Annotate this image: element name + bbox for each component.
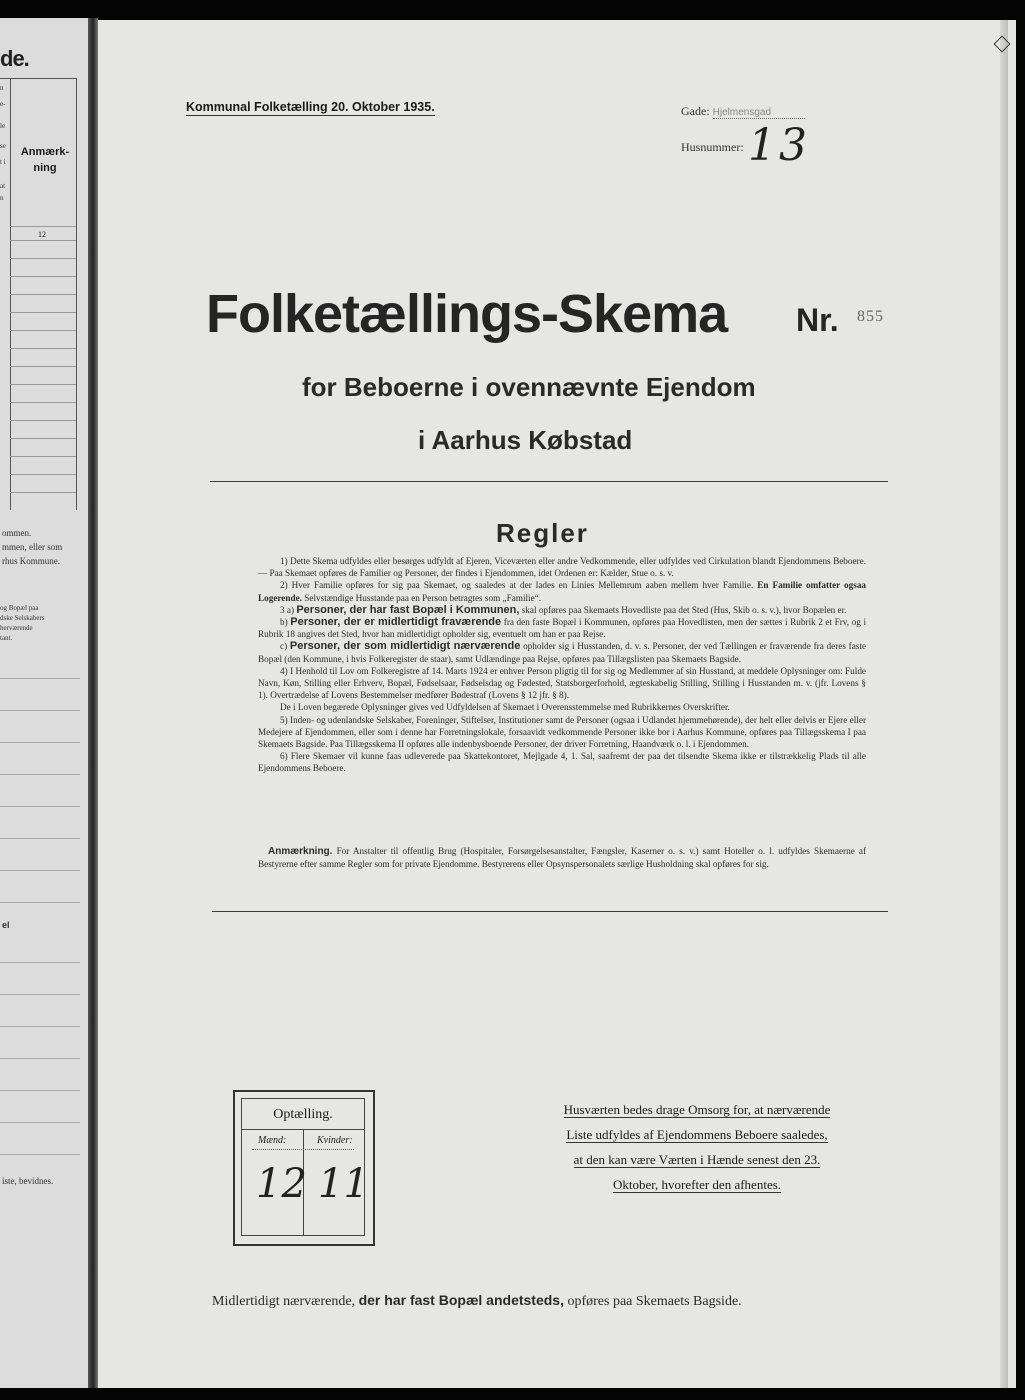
- column-fragment: n: [0, 194, 4, 202]
- table-rule: [10, 294, 76, 295]
- count-box: [233, 1090, 375, 1246]
- note-fragment: iste, bevidnes.: [2, 1176, 54, 1186]
- table-rule: [10, 492, 76, 493]
- rule-marker: 3 a): [280, 604, 295, 615]
- divider-rule: [212, 911, 888, 912]
- notice-line: [530, 1172, 864, 1197]
- rule-3c: [258, 640, 866, 664]
- rule-3b: [258, 616, 866, 640]
- column-fragment: se: [0, 142, 6, 150]
- landlord-notice: [530, 1097, 864, 1197]
- form-line: [0, 806, 80, 807]
- house-number-label: Husnummer:: [681, 140, 744, 154]
- rule-3a: [258, 604, 866, 616]
- column-fragment: le: [0, 122, 6, 130]
- table-rule: [10, 402, 76, 403]
- count-box-dotted-rule: [252, 1149, 354, 1150]
- rule-text: Selvstændige Husstande paa en Person betragtes som „Familie“.: [304, 592, 542, 603]
- rule-text: 5) Inden- og udenlandske Selskaber, Foreninger, Stiftelser, Institutioner samt de Personer (ogsaa i Udlandet hjemmehørende), der helt eller delvis er Ejere eller Medejere af Ejendommen, eller som i denne har Forretningslokale, forsaavidt vedkommende Personer ikke bor i Aarhus Kommune, opføres paa Tillægsskema I paa Skemaets Bagside. Paa Tillægsskema II opføres alle indenbysboende Personer, der driver Forretning, Haandværk o. l. i Ejendommen.: [258, 714, 866, 750]
- form-location: i Aarhus Købstad: [418, 425, 633, 455]
- remark-paragraph: [258, 845, 866, 870]
- form-subtitle: for Beboerne i ovennævnte Ejendom: [302, 372, 756, 402]
- rule-emphasis: En Familie omfatter ogsaa Logerende.: [258, 580, 867, 603]
- note-fragment: herværende: [0, 624, 33, 632]
- page-edge: [1000, 20, 1008, 1388]
- notice-line: [530, 1122, 864, 1147]
- table-rule: [10, 312, 76, 313]
- rule-2: [258, 579, 866, 603]
- rule-5: [258, 714, 866, 751]
- table-rule: [10, 240, 76, 241]
- notice-text: Liste udfyldes af Ejendommens Beboere saaledes,: [566, 1127, 828, 1142]
- table-rule: [10, 258, 76, 259]
- rule-4: [258, 665, 866, 702]
- rule-text: De i Loven begærede Oplysninger gives ved Udfyldelsen af Skemaet i Overensstemmelse med Rubrikkernes Overskrifter.: [280, 702, 730, 713]
- footer-emphasis: der har fast Bopæl andetsteds,: [358, 1292, 564, 1308]
- table-divider: [76, 78, 77, 510]
- remark-label: Anmærkning.: [268, 846, 333, 857]
- form-line: [0, 710, 80, 711]
- table-rule: [10, 384, 76, 385]
- men-label: Mænd:: [258, 1135, 287, 1146]
- rule-emphasis: Personer, der er midlertidigt fraværende: [290, 616, 502, 629]
- rule-text: fra den faste Bopæl i Kommunen, opføres paa Hovedlisten, men der sættes i Rubrik 2 et Frv, og i Rubrik 18 angives det Sted, hvor han midlertidigt opholder sig, eventuelt om han er paa Rejse.: [258, 617, 867, 640]
- column-header-anmaerkning: Anmærk-ning: [20, 146, 70, 174]
- rules-heading: Regler: [496, 518, 589, 548]
- left-page-fragment: [0, 18, 88, 1388]
- women-count: 11: [318, 1161, 369, 1207]
- table-rule: [10, 420, 76, 421]
- note-fragment: dske Selskabers: [0, 614, 45, 622]
- note-fragment: tant.: [0, 634, 13, 642]
- rule-text: 4) I Henhold til Lov om Folkeregistre af 14. Marts 1924 er enhver Person pligtig til for sig og Medlemmer af sin Husstand, at meddele Oplysninger om: Fulde Navn, Køn, Stilling eller Erhverv, Bopæl, Fødselsaar, Fødselsdag og Fødested, Statsborgerforhold, ægteskabelig Stilling, Stilling i Husstanden m. v. (jfr. Lovens § 1). Overtrædelse af Lovens Bestemmelser medfører Bødestraf (Lovens § 12 jfr. § 8).: [258, 665, 866, 701]
- note-fragment: rhus Kommune.: [2, 556, 60, 566]
- form-line: [0, 1058, 80, 1059]
- rule-text: opholder sig i Husstanden, d. v. s. Personer, der ved Tællingen er fraværende fra deres faste Bopæl (den Kommune, i hvis Folkeregister de staar), samt Udlændinge paa Rejse, opføres paa Tillægslisten paa Skemaets Bagside.: [258, 641, 867, 664]
- rule-6: [258, 750, 866, 774]
- note-fragment: og Bopæl paa: [0, 604, 39, 612]
- street-underline: [713, 118, 805, 119]
- form-line: [0, 1154, 80, 1155]
- rules-body: [258, 555, 866, 775]
- remark-text: For Anstalter til offentlig Brug (Hospitaler, Forsørgelsesanstalter, Fængsler, Kaserner o. s. v.) samt Hoteller o. l. udfyldes Skemaerne af Bestyrerne efter samme Regler som for private Ejendomme. Bestyrerens eller Opsynspersonalets særlige Husholdning skal opføres for sig.: [258, 846, 867, 870]
- rule-text: skal opføres paa Skemaets Hovedliste paa det Sted (Hus, Skib o. s. v.), hvor Bopælen er.: [521, 604, 847, 615]
- rule-text: 2) Hver Familie opføres for sig paa Skemaet, og saaledes at der lades en Linies Mellemrum aaben mellem hver Familie.: [280, 580, 754, 591]
- column-fragment: n: [0, 84, 4, 92]
- footer-text: opføres paa Skemaets Bagside.: [567, 1294, 742, 1309]
- rule-marker: c): [280, 641, 288, 652]
- form-line: [0, 678, 80, 679]
- form-line: [0, 962, 80, 963]
- notice-text: Husværten bedes drage Omsorg for, at nærværende: [563, 1102, 831, 1117]
- table-rule: [10, 330, 76, 331]
- rule-text: 1) Dette Skema udfyldes eller besørges udfyldt af Ejeren, Viceværten eller andre Vedkommende, eller udfyldes ved Cirkulation blandt Ejendommens Beboere. — Paa Skemaet opføres de Familier og Personer, der findes i Ejendommen, idet Ordenen er: Kælder, Stue o. s. v.: [258, 556, 866, 579]
- form-line: [0, 1090, 80, 1091]
- column-number: 12: [38, 230, 46, 239]
- note-fragment: ommen.: [2, 528, 32, 538]
- form-line: [0, 742, 80, 743]
- form-title: Folketællings-Skema: [206, 284, 728, 344]
- left-page-label: el: [2, 920, 10, 930]
- count-box-inner: [241, 1098, 369, 1236]
- rule-emphasis: Personer, der som midlertidigt nærværende: [289, 640, 521, 653]
- column-fragment: e-: [0, 100, 6, 108]
- form-line: [0, 1122, 80, 1123]
- footer-text: Midlertidigt nærværende,: [212, 1294, 356, 1309]
- count-box-title: Optælling.: [273, 1107, 333, 1122]
- left-page-title: de.: [0, 46, 29, 71]
- notice-line: [530, 1097, 864, 1122]
- note-fragment: mmen, eller som: [2, 542, 63, 552]
- column-fragment: at: [0, 182, 6, 190]
- notice-text: Oktober, hvorefter den afhentes.: [612, 1177, 782, 1192]
- rule-marker: b): [280, 617, 288, 628]
- rule-1: [258, 555, 866, 579]
- men-count: 12: [256, 1161, 307, 1207]
- form-line: [0, 994, 80, 995]
- table-rule: [10, 366, 76, 367]
- form-number-label: Nr.: [796, 302, 839, 338]
- table-rule: [10, 474, 76, 475]
- notice-line: [530, 1147, 864, 1172]
- footer-note: [212, 1292, 742, 1310]
- form-line: [0, 838, 80, 839]
- column-fragment: t i: [0, 158, 6, 166]
- table-rule: [10, 456, 76, 457]
- rule-emphasis: Personer, der har fast Bopæl i Kommunen,: [296, 603, 520, 616]
- form-number-value: 855: [857, 308, 884, 325]
- book-spine: [88, 18, 98, 1388]
- form-line: [0, 1026, 80, 1027]
- women-label: Kvinder:: [317, 1135, 353, 1146]
- table-rule: [10, 226, 76, 227]
- census-header: Kommunal Folketælling 20. Oktober 1935.: [186, 100, 435, 114]
- table-rule: [10, 276, 76, 277]
- street-field: [681, 104, 771, 119]
- rule-text: 6) Flere Skemaer vil kunne faas udleverede paa Skattekontoret, Mejlgade 4, 1. Sal, saafremt der paa det tilsendte Skema ikke er tilstrækkelig Plads til alle Ejendommens Beboere.: [258, 751, 866, 774]
- rule-4b: [258, 701, 866, 713]
- divider-rule: [210, 481, 888, 482]
- notice-text: at den kan være Værten i Hænde senest den 23.: [573, 1152, 821, 1167]
- form-line: [0, 870, 80, 871]
- form-line: [0, 774, 80, 775]
- street-label: Gade:: [681, 104, 710, 118]
- table-rule: [10, 438, 76, 439]
- street-value: Hjelmensgad: [712, 107, 772, 118]
- form-line: [0, 902, 80, 903]
- house-number-value: 13: [748, 120, 810, 171]
- remark-section: [258, 845, 866, 870]
- table-rule: [10, 348, 76, 349]
